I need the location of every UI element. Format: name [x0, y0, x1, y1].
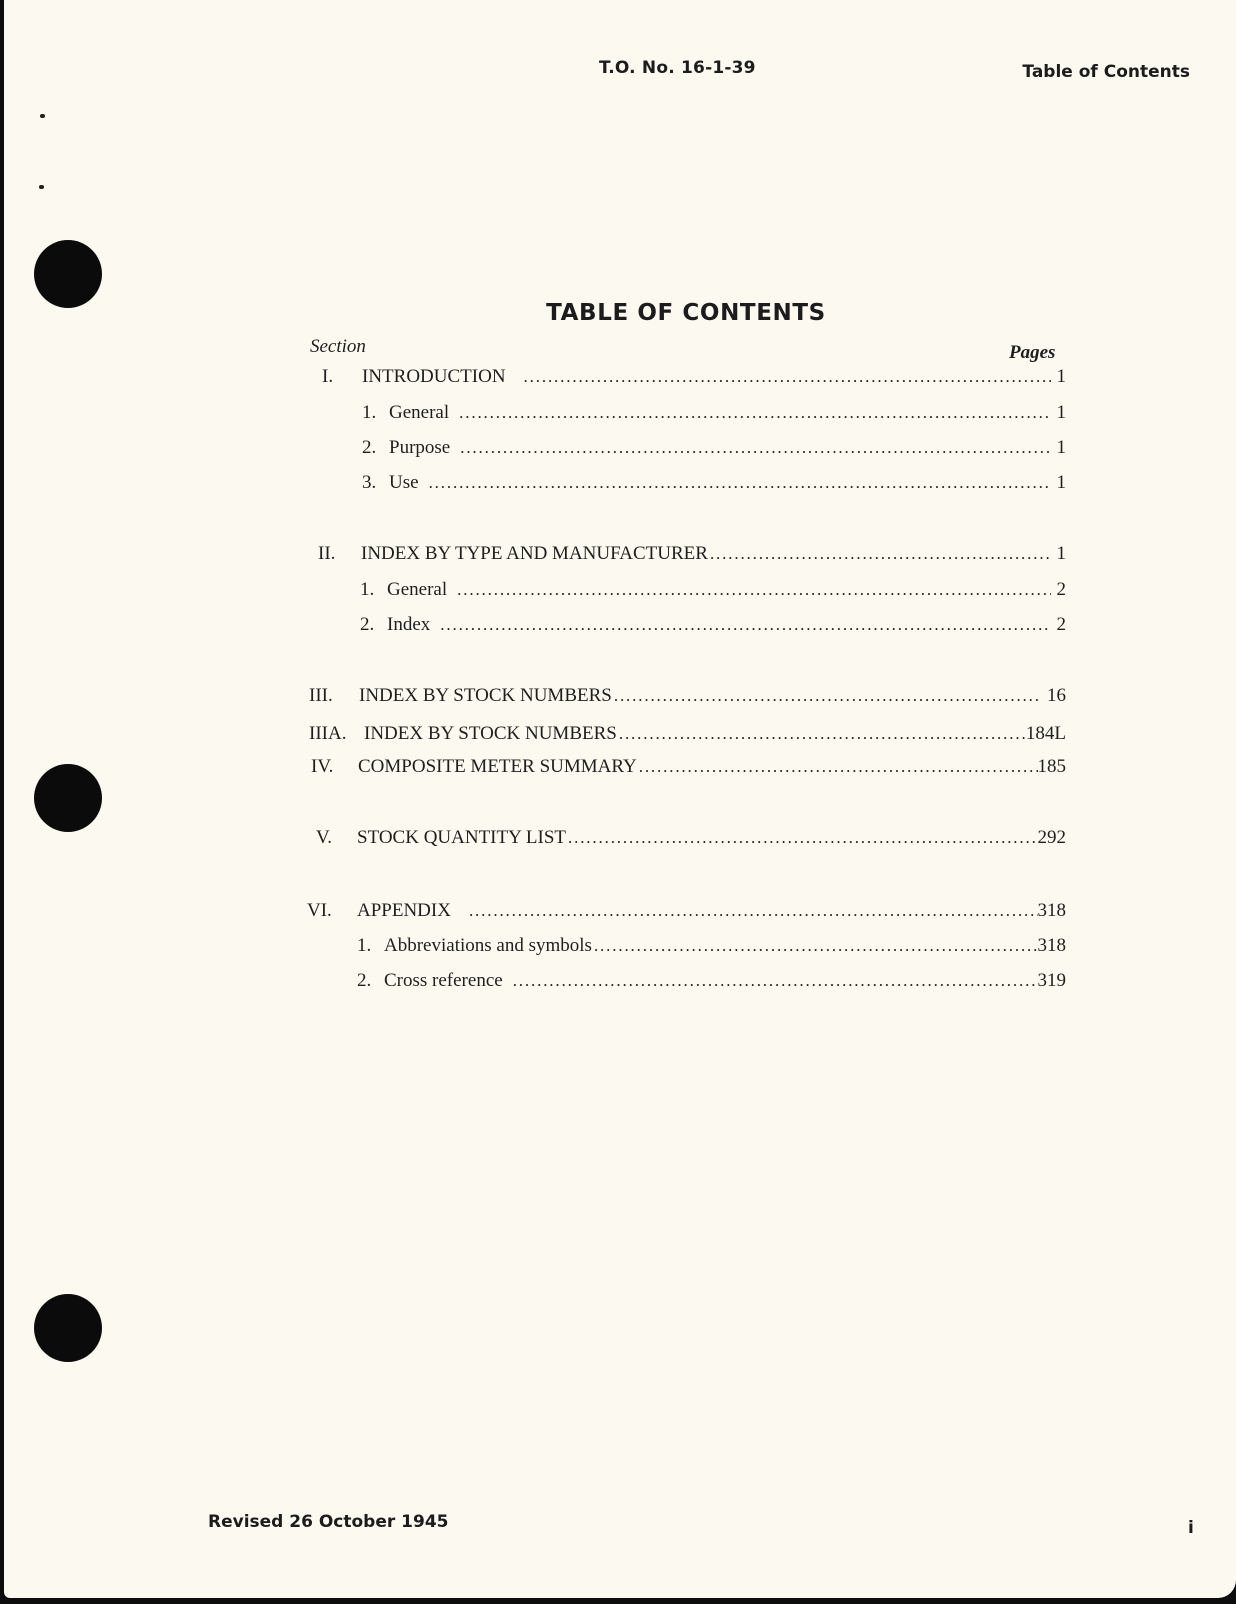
entry-page: 1 [1056, 402, 1066, 423]
header-section-label: Table of Contents [1022, 62, 1190, 82]
entry-number: VI. [307, 900, 332, 921]
entry-label: INDEX BY TYPE AND MANUFACTURER [361, 543, 708, 564]
entry-page: 185 [1037, 756, 1066, 777]
entry-number: IV. [311, 756, 334, 777]
entry-label: Use [389, 472, 419, 493]
entry-number: 1. [362, 402, 377, 423]
entry-page: 1 [1056, 437, 1066, 458]
document-number: T.O. No. 16-1-39 [599, 58, 756, 78]
dot-leader [710, 544, 1051, 564]
entry-label: APPENDIX [357, 900, 451, 921]
entry-label: General [389, 402, 450, 423]
revision-date: Revised 26 October 1945 [208, 1512, 449, 1532]
entry-label: General [387, 579, 448, 600]
entry-number: 1. [360, 579, 375, 600]
column-header-pages: Pages [1009, 342, 1056, 363]
dot-leader [440, 615, 1050, 635]
entry-label: Purpose [389, 437, 451, 458]
dot-leader [457, 580, 1050, 600]
entry-label: Index [387, 614, 431, 635]
entry-number: IIIA. [309, 723, 347, 744]
entry-number: III. [309, 685, 333, 706]
dot-leader [513, 971, 1038, 991]
entry-number: 2. [357, 970, 372, 991]
toc-entry-abbreviations[interactable] [357, 935, 1066, 957]
entry-label: Abbreviations and symbols [384, 935, 592, 956]
entry-page: 1 [1056, 543, 1066, 564]
entry-number: V. [316, 827, 333, 848]
entry-number: I. [322, 366, 334, 387]
entry-label: INDEX BY STOCK NUMBERS [364, 723, 617, 744]
page-number: i [1188, 1518, 1194, 1538]
dot-leader [568, 828, 1038, 848]
entry-label: INDEX BY STOCK NUMBERS [359, 685, 612, 706]
entry-page: 16 [1047, 685, 1066, 706]
entry-page: 319 [1037, 970, 1066, 991]
document-page [4, 0, 1236, 1598]
dot-leader [459, 403, 1050, 423]
dot-leader [639, 757, 1038, 777]
punch-hole-middle [34, 764, 102, 832]
entry-page: 318 [1037, 935, 1066, 956]
punch-hole-top [34, 240, 102, 308]
toc-entry-general[interactable] [362, 402, 1066, 424]
toc-entry-section-iv[interactable] [311, 756, 1066, 778]
toc-entry-cross-reference[interactable] [357, 970, 1066, 992]
dot-leader [594, 936, 1038, 956]
entry-page: 1 [1056, 472, 1066, 493]
entry-number: 3. [362, 472, 377, 493]
entry-page: 2 [1056, 614, 1066, 635]
punch-hole-bottom [34, 1294, 102, 1362]
entry-label: STOCK QUANTITY LIST [357, 827, 566, 848]
entry-page: 2 [1056, 579, 1066, 600]
entry-page: 1 [1056, 366, 1066, 387]
page-title: TABLE OF CONTENTS [546, 300, 826, 326]
toc-entry-section-v[interactable] [316, 827, 1066, 849]
dot-leader [429, 473, 1051, 493]
entry-number: II. [318, 543, 336, 564]
column-header-section: Section [310, 336, 366, 357]
toc-entry-purpose[interactable] [362, 437, 1066, 459]
dot-leader [614, 686, 1041, 706]
entry-label: Cross reference [384, 970, 503, 991]
dot-leader [469, 901, 1038, 921]
entry-label: INTRODUCTION [362, 366, 506, 387]
dot-leader [619, 724, 1026, 744]
toc-entry-section-ii[interactable] [318, 543, 1066, 565]
scan-speck [39, 185, 44, 189]
toc-entry-section-vi[interactable] [307, 900, 1066, 922]
toc-entry-section-i[interactable] [322, 366, 1066, 388]
entry-number: 2. [360, 614, 375, 635]
entry-page: 318 [1037, 900, 1066, 921]
toc-entry-section-iii[interactable] [309, 685, 1066, 707]
toc-entry-general-ii[interactable] [360, 579, 1066, 601]
toc-entry-section-iiia[interactable] [309, 723, 1066, 745]
toc-entry-index[interactable] [360, 614, 1066, 636]
entry-page: 184L [1025, 723, 1066, 744]
entry-page: 292 [1037, 827, 1066, 848]
scan-speck [40, 114, 45, 118]
toc-entry-use[interactable] [362, 472, 1066, 494]
dot-leader [524, 367, 1051, 387]
dot-leader [460, 438, 1050, 458]
entry-label: COMPOSITE METER SUMMARY [358, 756, 637, 777]
entry-number: 2. [362, 437, 377, 458]
entry-number: 1. [357, 935, 372, 956]
